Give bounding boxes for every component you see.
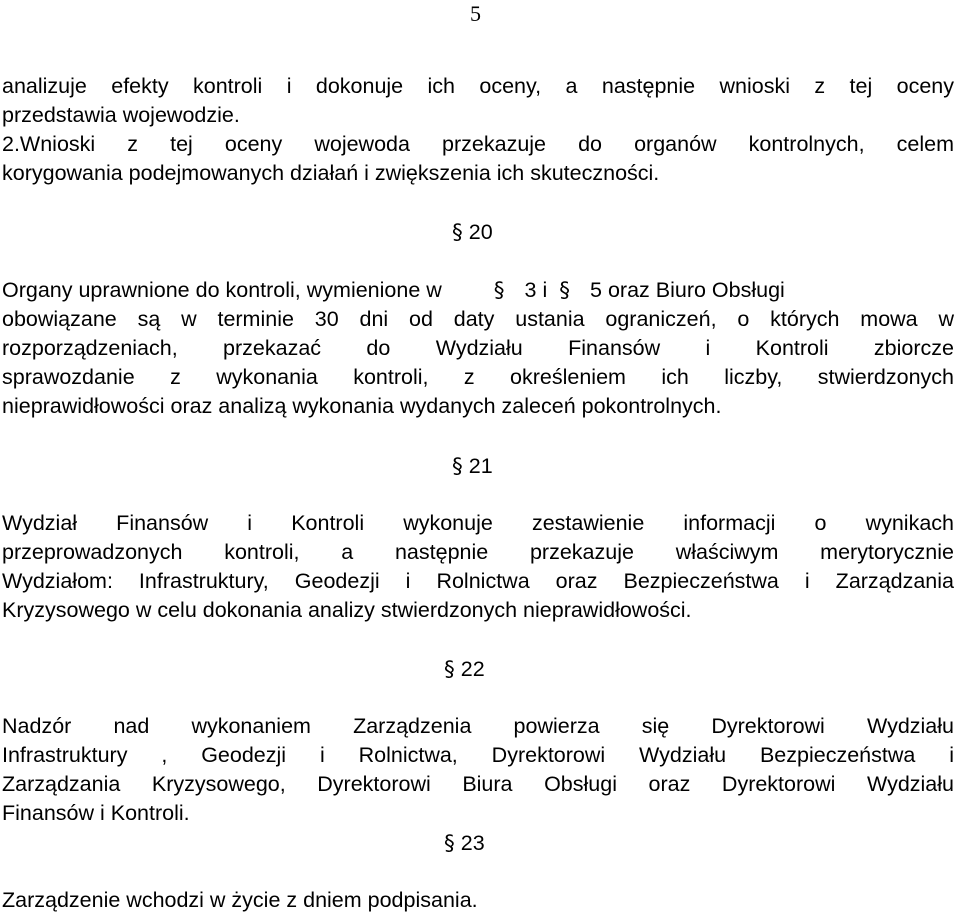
text-line: przedstawia wojewodzie.	[2, 103, 240, 127]
section-symbol: §	[452, 454, 463, 479]
section-symbol: §	[493, 278, 505, 303]
section-symbol: §	[559, 278, 571, 303]
text-line: analizuje efekty kontroli i dokonuje ich oceny, a następnie wnioski z tej oceny	[2, 74, 954, 98]
section-number: 20	[468, 220, 493, 244]
text-line: sprawozdanie z wykonania kontroli, z określeniem ich liczby, stwierdzonych	[2, 365, 954, 389]
section-number: 21	[468, 454, 493, 478]
text-line: korygowania podejmowanych działań i zwiększenia ich skuteczności.	[2, 161, 660, 185]
text-line: rozporządzeniach, przekazać do Wydziału Finansów i Kontroli zbiorcze	[2, 336, 954, 360]
text-line: 2.Wnioski z tej oceny wojewoda przekazuje do organów kontrolnych, celem	[2, 132, 954, 156]
section-heading-20	[452, 218, 493, 247]
text-line: przeprowadzonych kontroli, a następnie przekazuje właściwym merytorycznie	[2, 540, 954, 564]
section-heading-21	[452, 452, 493, 481]
text-line: Nadzór nad wykonaniem Zarządzenia powierza się Dyrektorowi Wydziału	[2, 714, 954, 738]
section-symbol: §	[452, 220, 463, 245]
text-line: Zarządzania Kryzysowego, Dyrektorowi Biura Obsługi oraz Dyrektorowi Wydziału	[2, 772, 954, 796]
text-fragment: 3 i	[524, 278, 548, 302]
section-number: 23	[460, 831, 485, 855]
text-line: Finansów i Kontroli.	[2, 801, 190, 825]
page-number: 5	[470, 1, 481, 26]
text-line: Wydział Finansów i Kontroli wykonuje zestawienie informacji o wynikach	[2, 511, 954, 535]
section-symbol: §	[444, 657, 455, 682]
text-line: Wydziałom: Infrastruktury, Geodezji i Rolnictwa oraz Bezpieczeństwa i Zarządzania	[2, 569, 954, 593]
text-line	[2, 276, 954, 305]
text-line: obowiązane są w terminie 30 dni od daty ustania ograniczeń, o których mowa w	[2, 307, 954, 331]
text-fragment: Organy uprawnione do kontroli, wymienione w	[2, 278, 442, 302]
section-symbol: §	[444, 831, 455, 856]
section-heading-22	[444, 655, 485, 684]
section-number: 22	[460, 657, 485, 681]
text-fragment: 5 oraz Biuro Obsługi	[590, 278, 785, 302]
section-heading-23	[444, 829, 485, 858]
text-line: Infrastruktury , Geodezji i Rolnictwa, Dyrektorowi Wydziału Bezpieczeństwa i	[2, 743, 954, 767]
text-line: Zarządzenie wchodzi w życie z dniem podpisania.	[2, 888, 478, 912]
text-line: Kryzysowego w celu dokonania analizy stwierdzonych nieprawidłowości.	[2, 598, 692, 622]
text-line: nieprawidłowości oraz analizą wykonania wydanych zaleceń pokontrolnych.	[2, 394, 722, 418]
